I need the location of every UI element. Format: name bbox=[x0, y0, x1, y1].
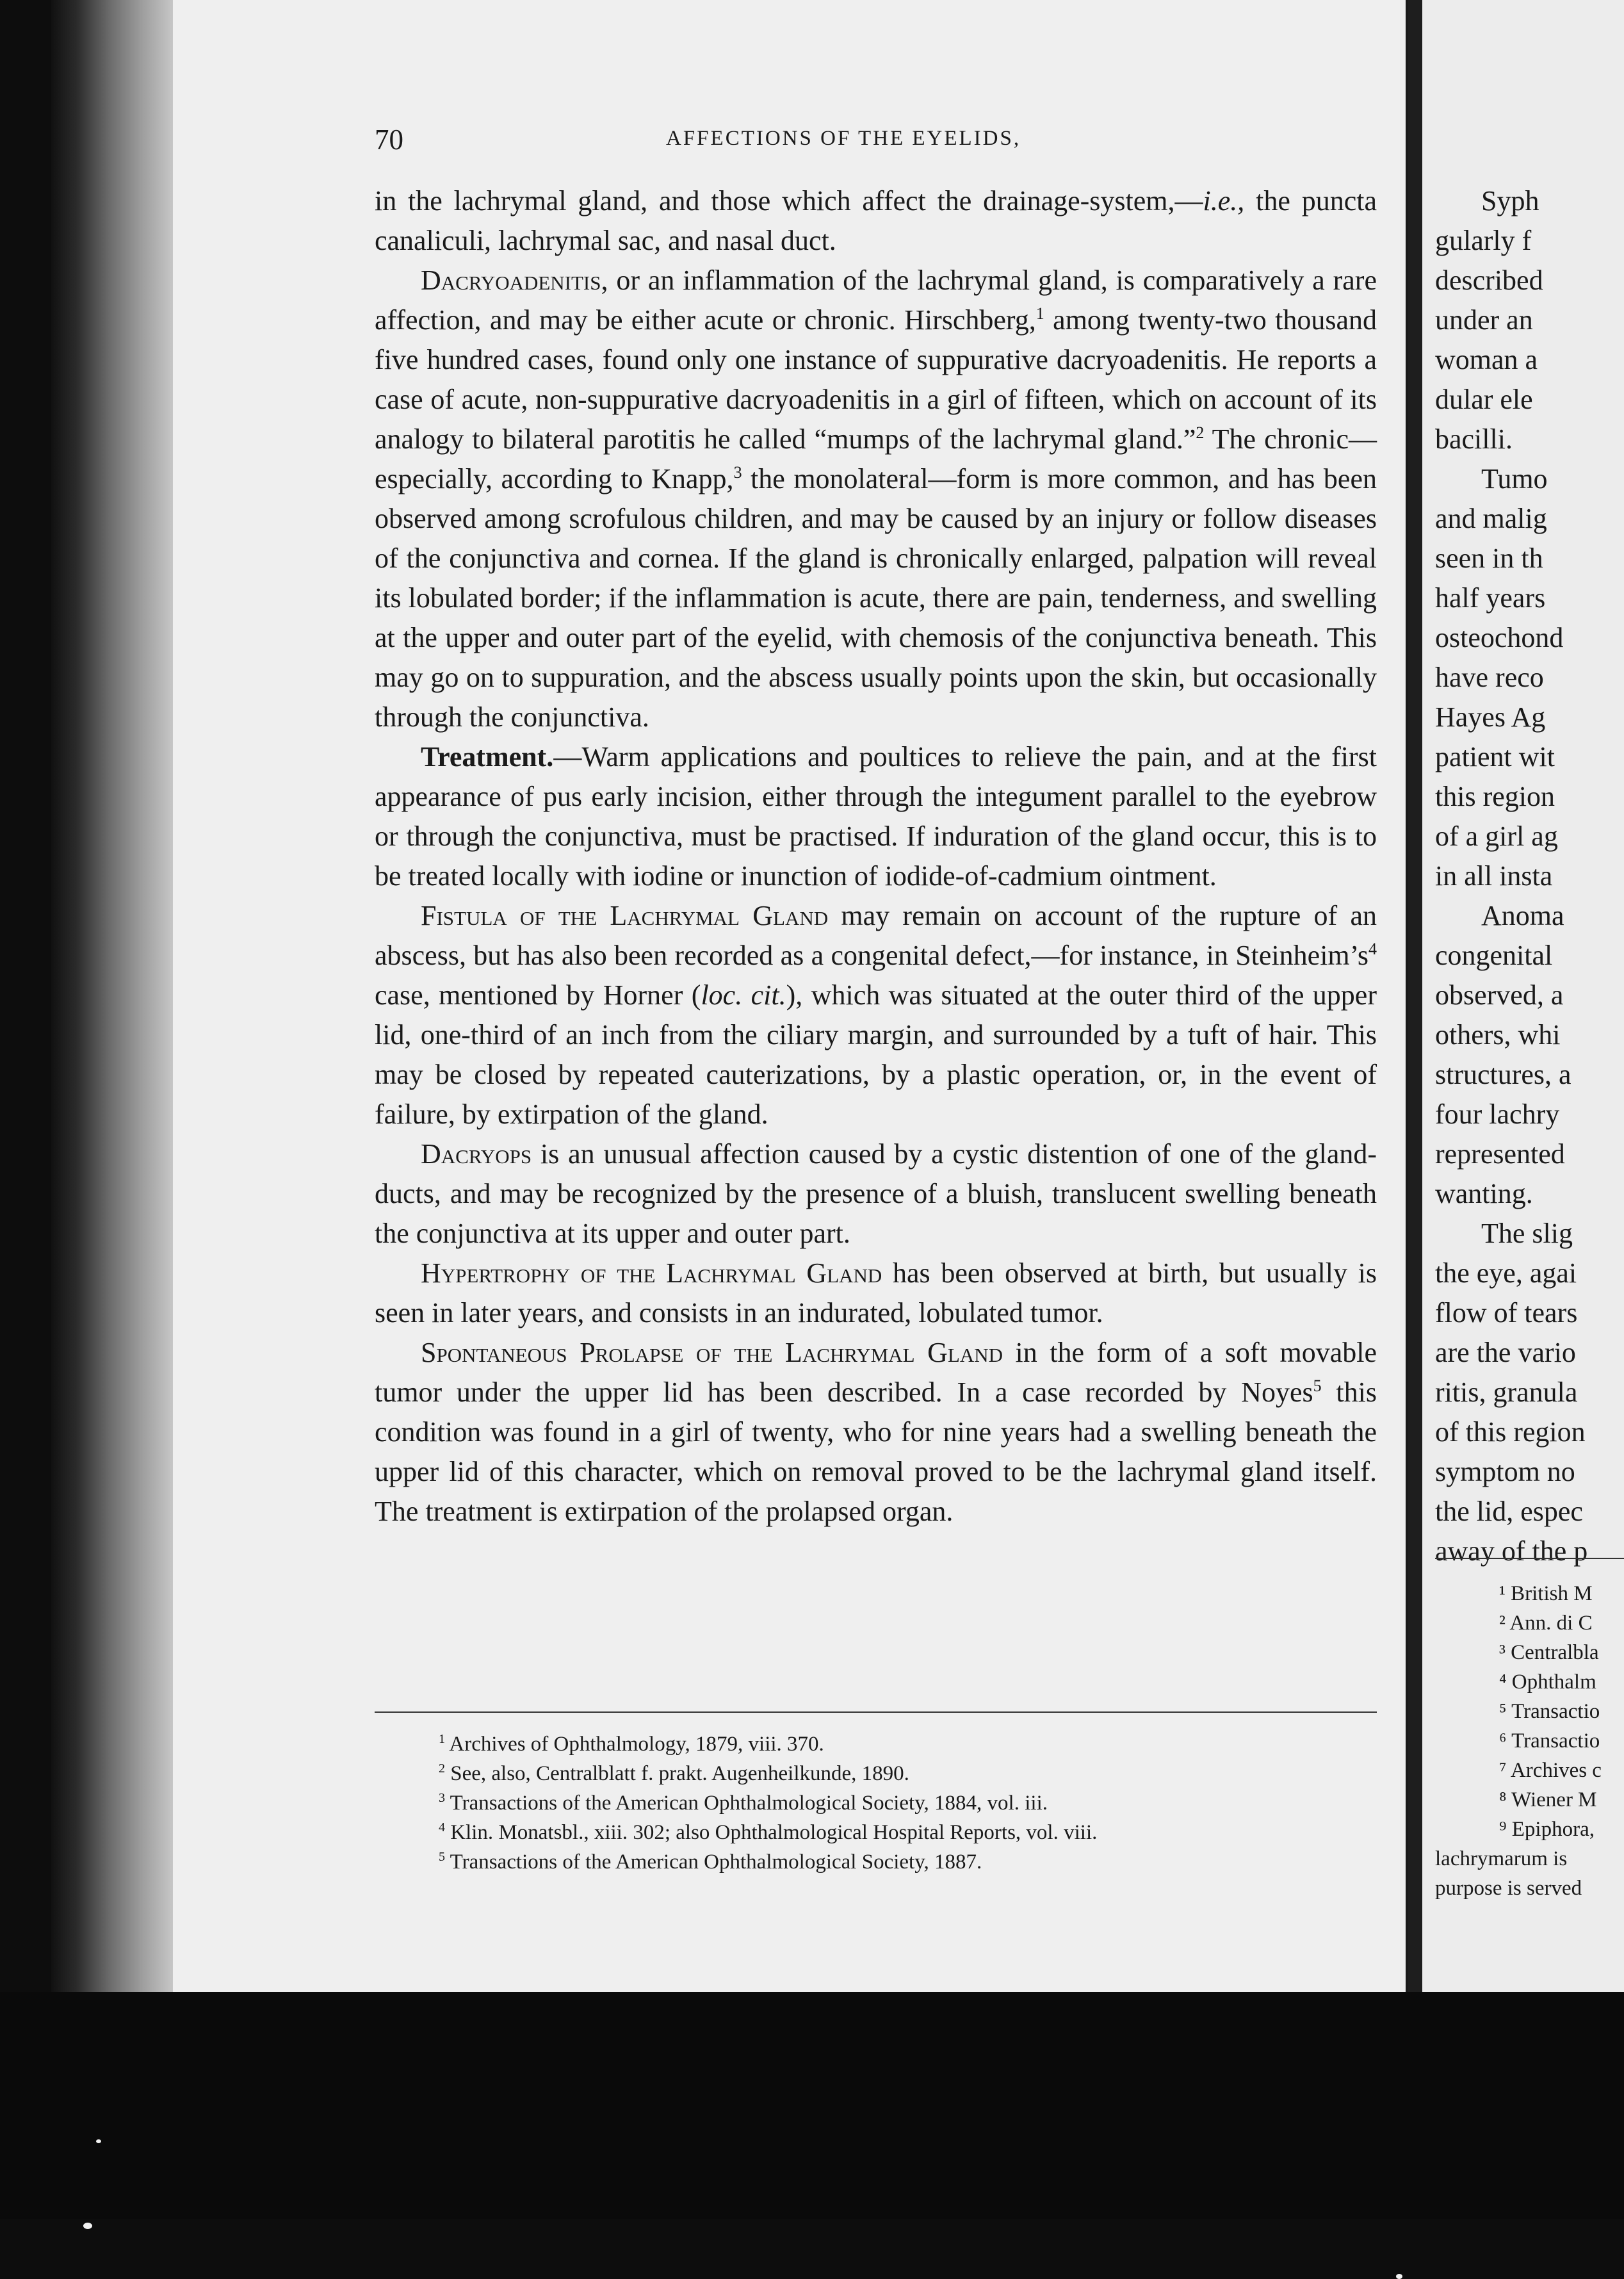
paragraph-intro bbox=[375, 181, 1377, 261]
right-page-line: represented bbox=[1435, 1138, 1565, 1170]
paragraph-hypertrophy bbox=[375, 1254, 1377, 1333]
footnote-ref: 3 bbox=[733, 463, 742, 482]
footnote-number: 3 bbox=[439, 1791, 445, 1805]
footnote-text: See, also, Centralblatt f. prakt. Augenheilkunde, 1890. bbox=[445, 1762, 909, 1785]
footnote-rule bbox=[375, 1711, 1377, 1713]
right-page-line: structures, a bbox=[1435, 1059, 1571, 1090]
right-page-line: patient wit bbox=[1435, 741, 1555, 772]
text-run-italic: loc. cit. bbox=[701, 979, 786, 1011]
right-page-line: half years bbox=[1435, 582, 1546, 614]
right-page-line: Hayes Ag bbox=[1435, 701, 1546, 733]
footnote-number: 2 bbox=[439, 1761, 445, 1776]
right-page-line: the eye, agai bbox=[1435, 1257, 1577, 1289]
footnote-number: 4 bbox=[439, 1820, 445, 1834]
right-page-line: four lachry bbox=[1435, 1099, 1560, 1130]
book-page-edge bbox=[51, 0, 179, 1998]
footnote-ref: 1 bbox=[1035, 304, 1044, 323]
right-page-line: under an bbox=[1435, 304, 1533, 336]
right-page-text bbox=[1435, 181, 1624, 1571]
right-page-line: described bbox=[1435, 265, 1543, 296]
right-page-footnote: lachrymarum is bbox=[1435, 1847, 1568, 1870]
paragraph-treatment bbox=[375, 737, 1377, 896]
right-page-line: are the vario bbox=[1435, 1337, 1576, 1368]
right-page-line: of this region bbox=[1435, 1416, 1586, 1448]
right-page-line: observed, a bbox=[1435, 979, 1564, 1011]
footnotes bbox=[439, 1729, 1374, 1877]
right-page-footnote: ⁶ Transactio bbox=[1499, 1729, 1600, 1752]
text-run: among twenty-two thousand five hundred cases, found only one instance of suppurative dacryoadenitis. He reports a case of acute, non-suppurative dacryoadenitis in a girl of fifteen, which on account of its analogy to bilateral parotitis he called “mumps of the lachrymal gland.” bbox=[375, 304, 1377, 455]
right-page-footnotes bbox=[1435, 1579, 1624, 1903]
text-run: The chronic—especially, according to Knapp, bbox=[375, 423, 1377, 494]
right-page-line: dular ele bbox=[1435, 384, 1533, 415]
right-page-line: seen in th bbox=[1435, 543, 1543, 574]
right-page-line: of a girl ag bbox=[1435, 821, 1558, 852]
paragraph-dacryoadenitis bbox=[375, 261, 1377, 737]
footnote-text: Transactions of the American Ophthalmological Society, 1887. bbox=[445, 1850, 982, 1874]
paragraph-fistula bbox=[375, 896, 1377, 1134]
text-run: this condition was found in a girl of twenty, who for nine years had a swelling beneath the upper lid of this character, which on removal proved to be the lachrymal gland itself. The treatment is extirpation of the prolapsed organ. bbox=[375, 1376, 1377, 1527]
right-page-line: Tumo bbox=[1481, 463, 1548, 494]
footnote-ref: 2 bbox=[1196, 423, 1205, 442]
text-run: ), which was situated at the outer third of the upper lid, one-third of an inch from the ciliary margin, and surrounded by a tuft of hair. This may be closed by repeated cauterizations, by a plastic operation, or, in the event of failure, by extirpation of the gland. bbox=[375, 979, 1377, 1130]
right-page-line: bacilli. bbox=[1435, 423, 1513, 455]
right-page-line: have reco bbox=[1435, 662, 1544, 693]
right-page-line: The slig bbox=[1481, 1218, 1573, 1249]
text-run: is an unusual affection caused by a cystic distention of one of the gland-ducts, and may be recognized by the presence of a bluish, translucent swelling beneath the conjunctiva at its upper and outer part. bbox=[375, 1138, 1377, 1249]
text-run: case, mentioned by Horner ( bbox=[375, 979, 701, 1011]
paragraph-dacryops bbox=[375, 1134, 1377, 1254]
text-run: in the form of a soft movable tumor under the upper lid has been described. In a case recorded by Noyes bbox=[375, 1337, 1377, 1408]
right-page-line: osteochond bbox=[1435, 622, 1564, 653]
right-page-line: and malig bbox=[1435, 503, 1547, 534]
scan-speck bbox=[1396, 2274, 1402, 2279]
text-run: the monolateral—form is more common, and has been observed among scrofulous children, and may be caused by an injury or follow diseases of the conjunctiva and cornea. If the gland is chronically enlarged, palpation will reveal its lobulated border; if the inflammation is acute, there are pain, tenderness, and swelling at the upper and outer part of the eyelid, with chemosis of the conjunctiva beneath. This may go on to suppuration, and the abscess usually points upon the skin, but occasionally through the conjunctiva. bbox=[375, 463, 1377, 733]
footnote-number: 5 bbox=[439, 1850, 445, 1864]
term-small-caps: Dacryoadenitis, bbox=[421, 265, 608, 296]
term-small-caps: Spontaneous Prolapse of the Lachrymal Gland bbox=[421, 1337, 1003, 1368]
footnote-ref: 5 bbox=[1313, 1376, 1322, 1395]
footnote-text: Archives of Ophthalmology, 1879, viii. 370. bbox=[445, 1733, 824, 1756]
right-page-footnote: ¹ British M bbox=[1499, 1582, 1593, 1605]
scan-speck bbox=[83, 2223, 92, 2229]
footnote bbox=[439, 1818, 1374, 1847]
right-page-line: this region bbox=[1435, 781, 1555, 812]
right-page-line: ritis, granula bbox=[1435, 1376, 1578, 1408]
text-run: the puncta canaliculi, lachrymal sac, and nasal duct. bbox=[375, 185, 1377, 256]
footnote bbox=[439, 1729, 1374, 1759]
footnote-number: 1 bbox=[439, 1732, 445, 1746]
right-page-line: flow of tears bbox=[1435, 1297, 1578, 1328]
running-title: AFFECTIONS OF THE EYELIDS, bbox=[666, 127, 1021, 150]
right-page-footnote: ² Ann. di C bbox=[1499, 1612, 1593, 1635]
right-page-footnote: ⁷ Archives c bbox=[1499, 1759, 1602, 1782]
term-small-caps: Hypertrophy of the Lachrymal Gland bbox=[421, 1257, 882, 1289]
footnote-ref: 4 bbox=[1368, 940, 1377, 958]
term-bold: Treatment. bbox=[421, 741, 554, 772]
text-run: may remain on account of the rupture of an abscess, but has also been recorded as a congenital defect,—for instance, in Steinheim’s bbox=[375, 900, 1377, 971]
right-page-footnote: purpose is served bbox=[1435, 1877, 1582, 1900]
right-page-footnote-rule bbox=[1435, 1558, 1624, 1559]
text-run: or an inflammation of the lachrymal gland, is comparatively a rare affection, and may be either acute or chronic. Hirschberg, bbox=[375, 265, 1377, 336]
body-text bbox=[375, 181, 1377, 1532]
footnote-text: Klin. Monatsbl., xiii. 302; also Ophthalmological Hospital Reports, vol. viii. bbox=[445, 1821, 1098, 1844]
running-head bbox=[375, 123, 1374, 161]
right-page-line: wanting. bbox=[1435, 1178, 1533, 1209]
footnote bbox=[439, 1759, 1374, 1788]
right-page-line: away of the p bbox=[1435, 1535, 1588, 1567]
footnote bbox=[439, 1788, 1374, 1818]
footnote-text: Transactions of the American Ophthalmological Society, 1884, vol. iii. bbox=[445, 1792, 1048, 1815]
right-page-line: symptom no bbox=[1435, 1456, 1575, 1487]
book-gutter bbox=[1408, 0, 1422, 2011]
right-page-line: in all insta bbox=[1435, 860, 1553, 892]
scan-background bbox=[0, 1992, 1624, 2219]
footnote bbox=[439, 1847, 1374, 1877]
page-number: 70 bbox=[375, 124, 403, 156]
term-small-caps: Dacryops bbox=[421, 1138, 532, 1170]
right-page-line: Syph bbox=[1481, 185, 1539, 216]
text-run: —Warm applications and poultices to relieve the pain, and at the first appearance of pus early incision, either through the integument parallel to the eyebrow or through the conjunctiva, must be practised. If induration of the gland occur, this is to be treated locally with iodine or inunction of iodide-of-cadmium ointment. bbox=[375, 741, 1377, 892]
right-page-line: woman a bbox=[1435, 344, 1538, 375]
right-page-line: others, whi bbox=[1435, 1019, 1561, 1050]
right-page-footnote: ⁸ Wiener M bbox=[1499, 1788, 1597, 1811]
term-small-caps: Fistula of the Lachrymal Gland bbox=[421, 900, 829, 931]
text-run-italic: i.e., bbox=[1203, 185, 1245, 216]
right-page-footnote: ⁴ Ophthalm bbox=[1499, 1670, 1596, 1694]
right-page-line: congenital bbox=[1435, 940, 1553, 971]
paragraph-prolapse bbox=[375, 1333, 1377, 1532]
right-page-line: Anoma bbox=[1481, 900, 1564, 931]
right-page bbox=[1422, 0, 1624, 2005]
right-page-footnote: ⁹ Epiphora, bbox=[1499, 1818, 1595, 1841]
text-run: has been observed at birth, but usually is seen in later years, and consists in an indurated, lobulated tumor. bbox=[375, 1257, 1377, 1328]
right-page-footnote: ⁵ Transactio bbox=[1499, 1700, 1600, 1723]
right-page-line: gularly f bbox=[1435, 225, 1532, 256]
right-page-footnote: ³ Centralbla bbox=[1499, 1641, 1599, 1664]
right-page-line: the lid, espec bbox=[1435, 1496, 1583, 1527]
text-run: in the lachrymal gland, and those which affect the drainage-system,— bbox=[375, 185, 1203, 216]
scan-speck bbox=[96, 2139, 101, 2143]
